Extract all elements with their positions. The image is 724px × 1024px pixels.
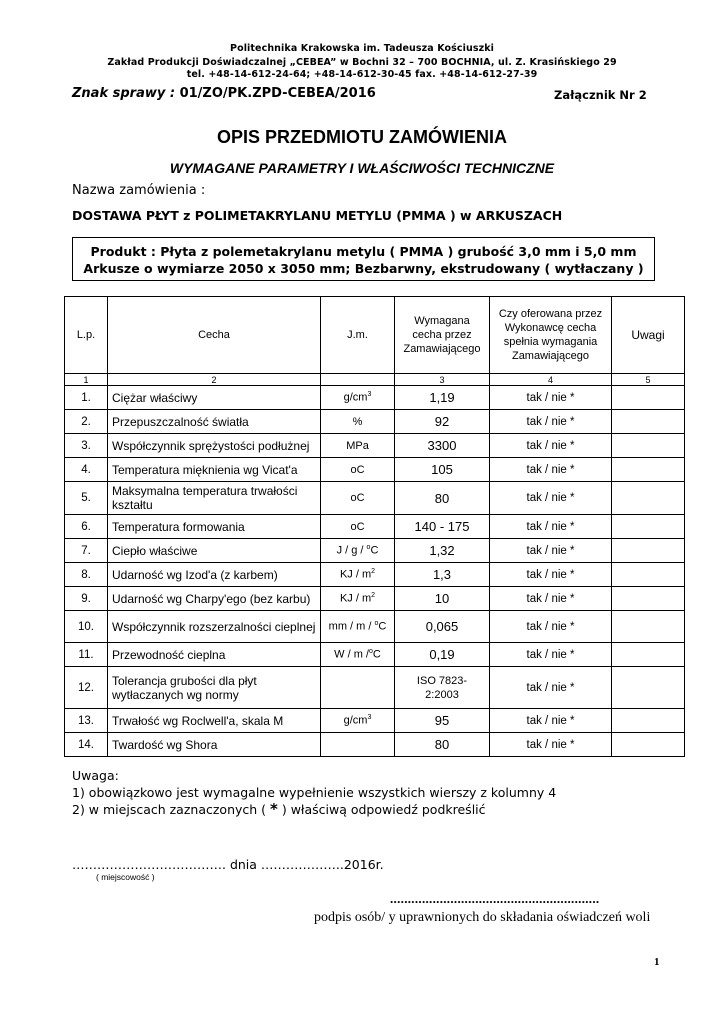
table-row	[65, 611, 685, 643]
signature-label: podpis osób/ y uprawnionych do składania oświadczeń woli	[314, 910, 651, 925]
place-date-line[interactable]: ………………………………. dnia ………………..2016r.	[72, 857, 384, 872]
product-line-1: Produkt : Płyta z polemetakrylanu metylu ( PMMA ) grubość 3,0 mm i 5,0 mm	[90, 244, 637, 259]
note-2	[72, 801, 556, 818]
table-row	[65, 667, 685, 709]
row-answer[interactable]: tak / nie *	[490, 643, 612, 667]
table-row	[65, 709, 685, 733]
case-reference-number: 01/ZO/PK.ZPD-CEBEA/2016	[179, 86, 376, 101]
row-feature: Maksymalna temperatura trwałości kształtu	[108, 482, 321, 515]
row-lp: 10.	[65, 611, 108, 643]
parameters-table	[64, 296, 685, 757]
row-answer[interactable]: tak / nie *	[490, 386, 612, 410]
row-unit: $g/cm^3$	[321, 709, 395, 733]
row-feature: Tolerancja grubości dla płyt wytłaczanych wg normy	[108, 667, 321, 709]
column-number: 5	[612, 374, 685, 386]
row-lp: 9.	[65, 587, 108, 611]
annex-label: Załącznik Nr 2	[554, 88, 647, 102]
row-value: 140 - 175	[395, 515, 490, 539]
row-feature: Temperatura mięknienia wg Vicat'a	[108, 458, 321, 482]
notes-title: Uwaga:	[72, 768, 119, 783]
row-unit: %	[321, 410, 395, 434]
row-lp: 5.	[65, 482, 108, 515]
row-answer[interactable]: tak / nie *	[490, 611, 612, 643]
document-title: OPIS PRZEDMIOTU ZAMÓWIENIA	[217, 127, 507, 147]
row-unit: oC	[321, 482, 395, 515]
row-lp: 13.	[65, 709, 108, 733]
row-lp: 6.	[65, 515, 108, 539]
row-feature: Współczynnik rozszerzalności cieplnej	[108, 611, 321, 643]
row-unit: $g/cm^3$	[321, 386, 395, 410]
row-remarks[interactable]	[612, 611, 685, 643]
case-reference-label: Znak sprawy :	[72, 86, 176, 101]
institution-name: Politechnika Krakowska im. Tadeusza Kościuszki	[230, 43, 494, 54]
row-feature: Przewodność cieplna	[108, 643, 321, 667]
table-row	[65, 539, 685, 563]
header-feature: Cecha	[108, 297, 321, 374]
order-name: DOSTAWA PŁYT z POLIMETAKRYLANU METYLU (PMMA ) w ARKUSZACH	[72, 208, 563, 223]
row-unit: KJ / $m^2$	[321, 563, 395, 587]
table-row	[65, 563, 685, 587]
column-number-row	[65, 374, 685, 386]
row-answer[interactable]: tak / nie *	[490, 587, 612, 611]
document-subtitle: WYMAGANE PARAMETRY I WŁAŚCIWOŚCI TECHNICZNE	[169, 160, 555, 176]
row-answer[interactable]: tak / nie *	[490, 539, 612, 563]
row-remarks[interactable]	[612, 410, 685, 434]
row-value: 95	[395, 709, 490, 733]
place-hint: ( miejscowość )	[96, 872, 155, 882]
table-row	[65, 515, 685, 539]
row-unit: KJ / $m^2$	[321, 587, 395, 611]
row-feature: Udarność wg Izod'a (z karbem)	[108, 563, 321, 587]
row-feature: Trwałość wg Roclwell'a, skala M	[108, 709, 321, 733]
table-row	[65, 434, 685, 458]
case-reference	[72, 86, 376, 101]
header-offered: Czy oferowana przez Wykonawcę cecha spełnia wymagania Zamawiającego	[490, 297, 612, 374]
row-answer[interactable]: tak / nie *	[490, 667, 612, 709]
row-answer[interactable]: tak / nie *	[490, 410, 612, 434]
column-number	[321, 374, 395, 386]
row-answer[interactable]: tak / nie *	[490, 482, 612, 515]
row-remarks[interactable]	[612, 515, 685, 539]
row-feature: Ciężar właściwy	[108, 386, 321, 410]
row-value: 92	[395, 410, 490, 434]
product-box	[72, 237, 655, 281]
row-answer[interactable]: tak / nie *	[490, 563, 612, 587]
header-lp: L.p.	[65, 297, 108, 374]
column-number: 2	[108, 374, 321, 386]
row-unit	[321, 733, 395, 757]
row-remarks[interactable]	[612, 482, 685, 515]
row-unit: oC	[321, 458, 395, 482]
row-value: 1,19	[395, 386, 490, 410]
row-remarks[interactable]	[612, 643, 685, 667]
row-remarks[interactable]	[612, 667, 685, 709]
row-answer[interactable]: tak / nie *	[490, 515, 612, 539]
row-lp: 8.	[65, 563, 108, 587]
row-remarks[interactable]	[612, 733, 685, 757]
row-lp: 7.	[65, 539, 108, 563]
row-unit: mm / m / $^o$C	[321, 611, 395, 643]
row-feature: Ciepło właściwe	[108, 539, 321, 563]
row-remarks[interactable]	[612, 587, 685, 611]
table-row	[65, 482, 685, 515]
column-number: 1	[65, 374, 108, 386]
note-1: 1) obowiązkowo jest wymagalne wypełnienie wszystkich wierszy z kolumny 4	[72, 785, 557, 800]
row-answer[interactable]: tak / nie *	[490, 458, 612, 482]
table-row	[65, 410, 685, 434]
row-lp: 1.	[65, 386, 108, 410]
notes	[72, 767, 556, 818]
row-value	[395, 667, 490, 709]
header-unit: J.m.	[321, 297, 395, 374]
table-row	[65, 733, 685, 757]
row-lp: 4.	[65, 458, 108, 482]
row-value: 3300	[395, 434, 490, 458]
row-remarks[interactable]	[612, 434, 685, 458]
row-lp: 2.	[65, 410, 108, 434]
row-answer[interactable]: tak / nie *	[490, 733, 612, 757]
row-value: 0,065	[395, 611, 490, 643]
header-remarks: Uwagi	[612, 297, 685, 374]
institution-contact: tel. +48-14-612-24-64; +48-14-612-30-45 fax. +48-14-612-27-39	[186, 69, 538, 80]
row-value: 0,19	[395, 643, 490, 667]
row-remarks[interactable]	[612, 709, 685, 733]
table-row	[65, 386, 685, 410]
row-feature: Temperatura formowania	[108, 515, 321, 539]
page-number: 1	[654, 956, 660, 968]
table-row	[65, 587, 685, 611]
row-value: 1,32	[395, 539, 490, 563]
table-row	[65, 458, 685, 482]
table-row	[65, 643, 685, 667]
signature-line[interactable]: ...........................................................	[390, 891, 600, 906]
row-lp: 3.	[65, 434, 108, 458]
row-value: 10	[395, 587, 490, 611]
row-unit: oC	[321, 515, 395, 539]
row-remarks[interactable]	[612, 563, 685, 587]
row-lp: 14.	[65, 733, 108, 757]
row-value: 80	[395, 482, 490, 515]
row-feature: Twardość wg Shora	[108, 733, 321, 757]
row-answer[interactable]: tak / nie *	[490, 434, 612, 458]
asterisk-mark: *	[270, 800, 278, 818]
row-remarks[interactable]	[612, 386, 685, 410]
row-feature: Współczynnik sprężystości podłużnej	[108, 434, 321, 458]
table-header-row	[65, 297, 685, 374]
header-required: Wymagana cecha przez Zamawiającego	[395, 297, 490, 374]
row-value: 80	[395, 733, 490, 757]
note-2-after: ) właściwą odpowiedź podkreślić	[277, 802, 486, 817]
row-remarks[interactable]	[612, 458, 685, 482]
row-unit: W / m /$^o$C	[321, 643, 395, 667]
row-lp: 12.	[65, 667, 108, 709]
row-unit: J / g / $^o$C	[321, 539, 395, 563]
row-value-text: ISO 7823-2:2003	[416, 674, 468, 701]
product-line-2: Arkusze o wymiarze 2050 x 3050 mm; Bezbarwny, ekstrudowany ( wytłaczany )	[83, 261, 644, 276]
order-name-label: Nazwa zamówienia :	[72, 183, 206, 198]
column-number: 4	[490, 374, 612, 386]
institution-address: Zakład Produkcji Doświadczalnej „CEBEA” w Bochni 32 – 700 BOCHNIA, ul. Z. Krasińskiego 29	[107, 57, 617, 68]
row-feature: Udarność wg Charpy'ego (bez karbu)	[108, 587, 321, 611]
note-2-before: 2) w miejscach zaznaczonych (	[72, 802, 271, 817]
row-unit	[321, 667, 395, 709]
row-lp: 11.	[65, 643, 108, 667]
row-feature: Przepuszczalność światła	[108, 410, 321, 434]
column-number: 3	[395, 374, 490, 386]
row-remarks[interactable]	[612, 539, 685, 563]
row-unit: MPa	[321, 434, 395, 458]
row-value: 1,3	[395, 563, 490, 587]
row-answer[interactable]: tak / nie *	[490, 709, 612, 733]
row-value: 105	[395, 458, 490, 482]
